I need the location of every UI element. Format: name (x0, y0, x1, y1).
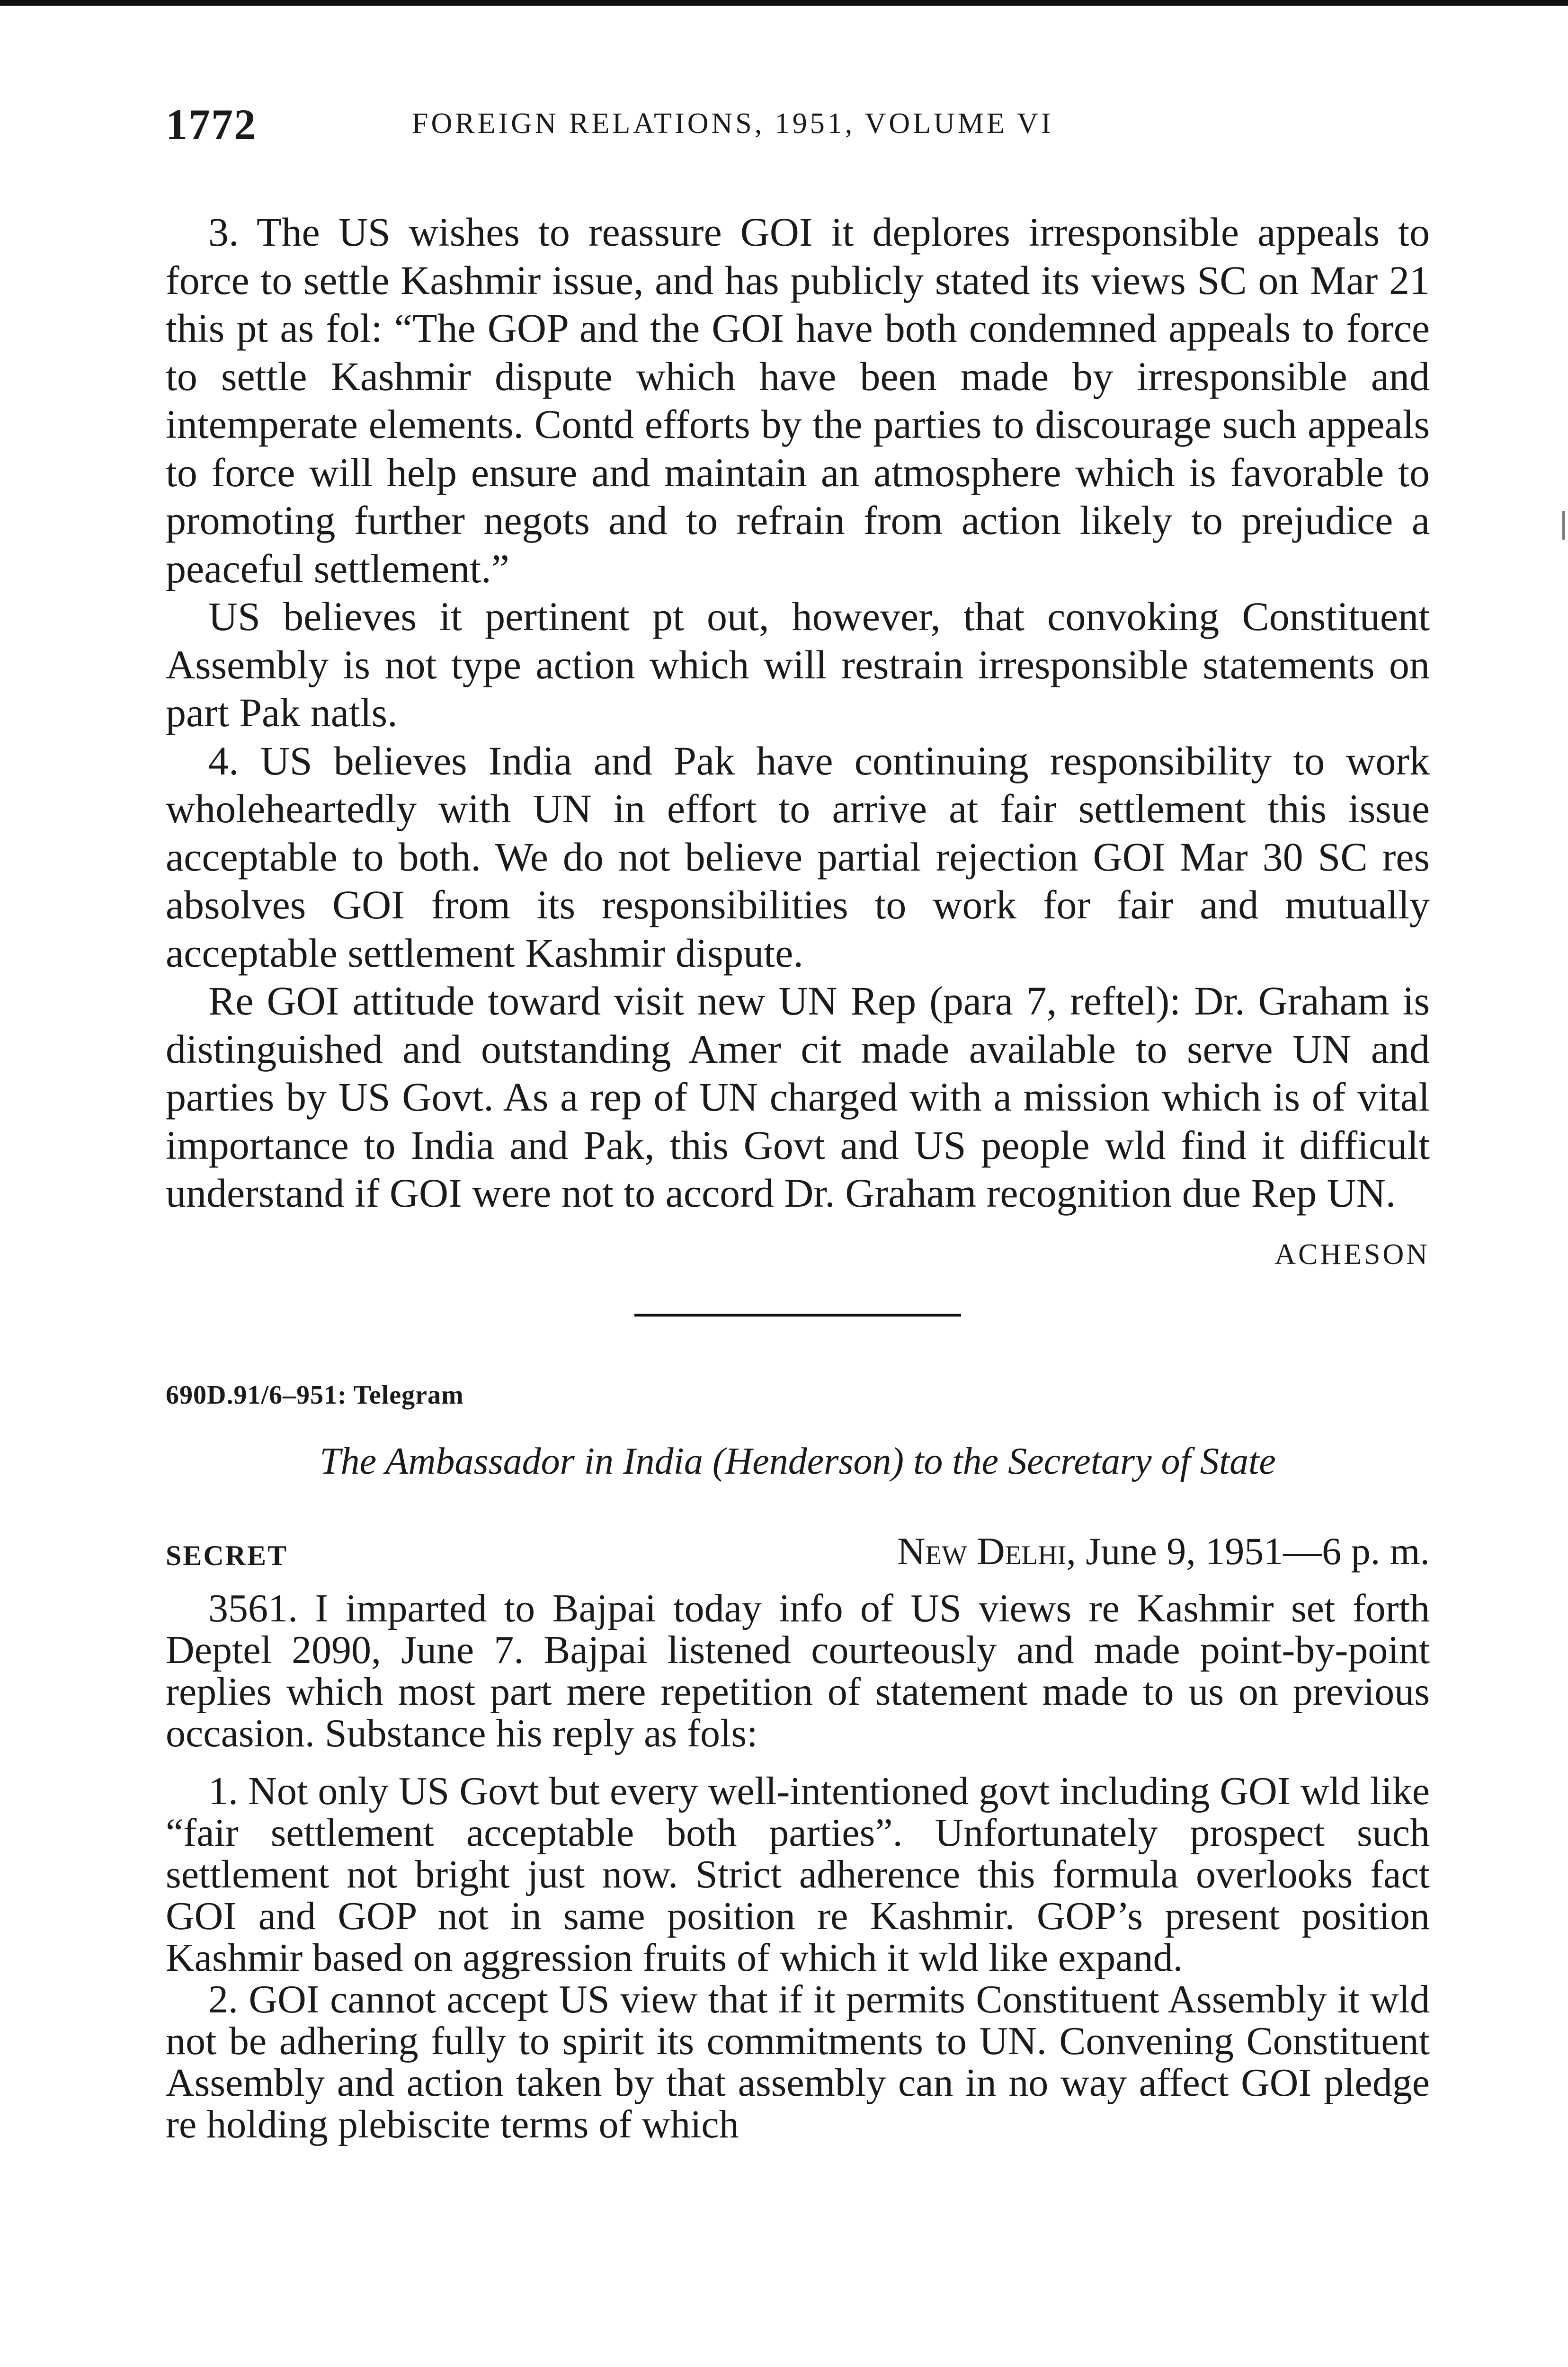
telegram-body (166, 1588, 1430, 2145)
date: June 9, 1951—6 p. m. (1076, 1530, 1430, 1573)
running-head (166, 99, 1430, 151)
margin-mark (1562, 511, 1565, 540)
top-edge-rule (0, 0, 1568, 6)
place-and-date (897, 1529, 1430, 1574)
paragraph-3: 3. The US wishes to reassure GOI it deplores irresponsible appeals to force to settle Kashmir issue, and has publicly stated its views SC on Mar 21 this pt as fol: “The GOP and the GOI have both condemned appeals to force to settle Kashmir dispute which have been made by irresponsible and intemperate elements. Contd efforts by the parties to discourage such appeals to force will help ensure and maintain an atmosphere which is favorable to promoting further negots and to refrain from action likely to prejudice a peaceful settlement.” (166, 209, 1430, 591)
paragraph-intro: 3561. I imparted to Bajpai today info of US views re Kashmir set forth Deptel 2090, June 7. Bajpai listened courteously and made point-by-point replies which most part mere repetition of statement made to us on previous occasion. Substance his reply as fols: (166, 1586, 1430, 1755)
dateline (166, 1529, 1430, 1575)
item-1: 1. Not only US Govt but every well-intentioned govt including GOI wld like “fair settlement acceptable both parties”. Unfortunately prospect such settlement not bright just now. Strict adherence this formula overlooks fact GOI and GOP not in same position re Kashmir. GOP’s present position Kashmir based on aggression fruits of which it wld like expand. (166, 1769, 1430, 1980)
classification-label: SECRET (166, 1540, 288, 1571)
section-divider (634, 1314, 961, 1317)
file-number: 690D.91/6–951: Telegram (166, 1380, 464, 1410)
item-2: 2. GOI cannot accept US view that if it permits Constituent Assembly it wld not be adhering fully to spirit its commitments to UN. Convening Constituent Assembly and action taken by that assembly can in no way affect GOI pledge re holding plebiscite terms of which (166, 1977, 1430, 2146)
document-title: The Ambassador in India (Henderson) to the Secretary of State (320, 1440, 1276, 1482)
running-title: FOREIGN RELATIONS, 1951, VOLUME VI (412, 107, 1054, 140)
signature: ACHESON (1274, 1238, 1430, 1271)
page-number: 1772 (166, 100, 257, 149)
document-acheson-telegram (166, 208, 1430, 1279)
paragraph-3-continued: US believes it pertinent pt out, however, that convoking Constituent Assembly is not type action which will restrain irresponsible statements on part Pak natls. (166, 594, 1430, 735)
place: New Delhi, (897, 1530, 1076, 1573)
page-body (166, 99, 1430, 2145)
paragraph-4: 4. US believes India and Pak have continuing responsibility to work wholeheartedly with UN in effort to arrive at fair settlement this issue acceptable to both. We do not believe partial rejection GOI Mar 30 SC res absolves GOI from its responsibilities to work for fair and mutually acceptable settlement Kashmir dispute. (166, 738, 1430, 976)
document-henderson-telegram (166, 1371, 1430, 2145)
paragraph-graham: Re GOI attitude toward visit new UN Rep (para 7, reftel): Dr. Graham is distinguished and outstanding Amer cit made available to serve UN and parties by US Govt. As a rep of UN charged with a mission which is of vital importance to India and Pak, this Govt and US people wld find it difficult understand if GOI were not to accord Dr. Graham recognition due Rep UN. (166, 978, 1430, 1216)
